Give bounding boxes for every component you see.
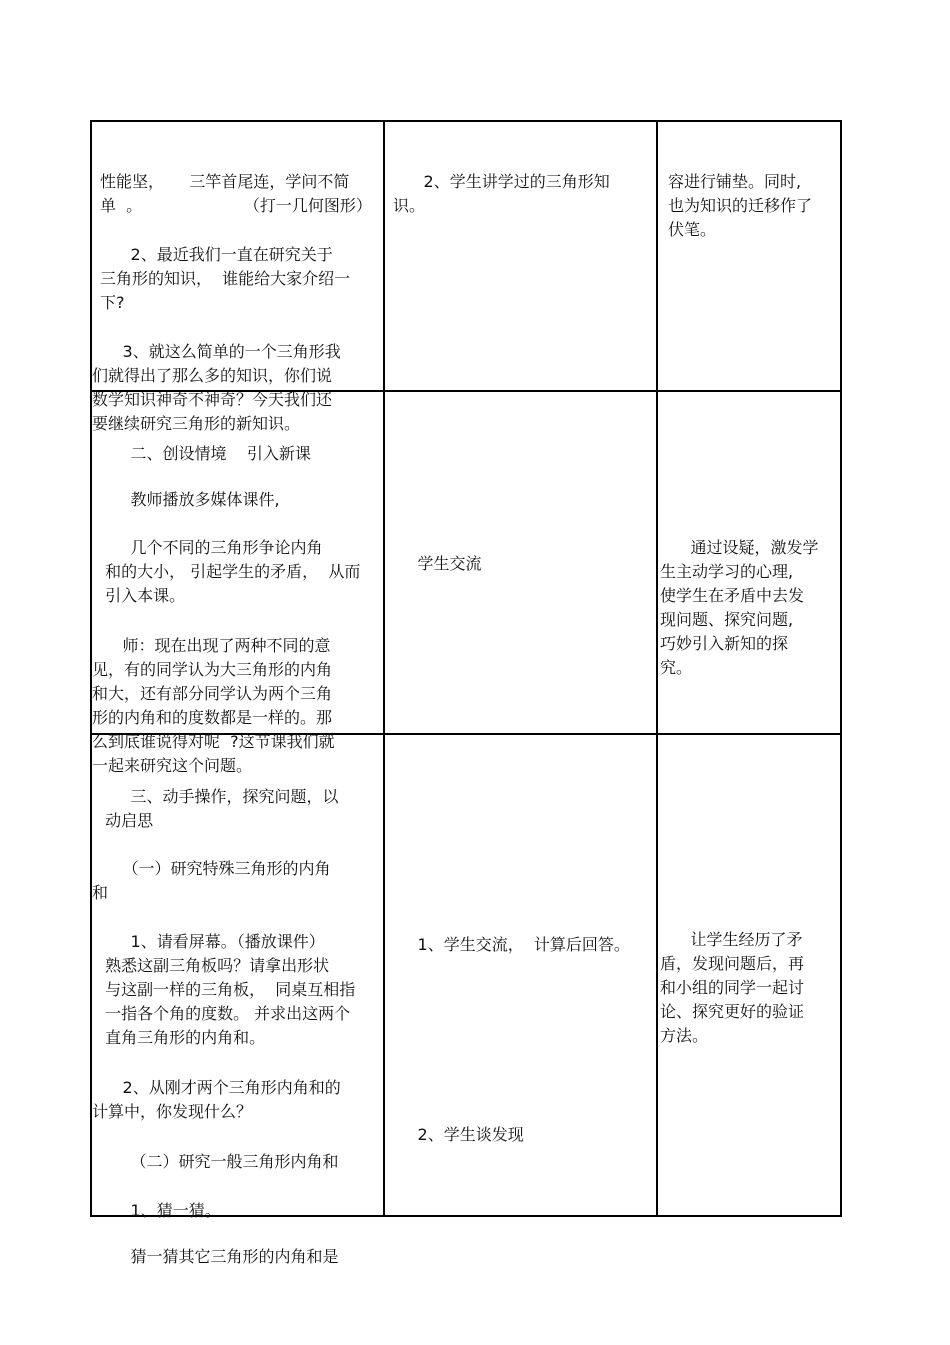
step-2: 2、从刚才两个三角形内角和的 计算中，你发现什么？	[92, 1078, 341, 1121]
sub-heading-2: （二）研究一般三角形内角和	[100, 1152, 339, 1171]
design-intent: 让学生经历了矛 盾，发现问题后，再 和小组的同学一起讨 论、探究更好的验证 方法。	[660, 930, 805, 1045]
sub-heading-1: （一）研究特殊三角形的内角 和	[92, 859, 331, 902]
lesson-plan-table	[90, 120, 842, 1266]
student-answer-1: 1、学生交流， 计算后回答。	[387, 935, 630, 954]
student-activity-cell	[384, 391, 657, 734]
section-heading: 二、创设情境 引入新课	[100, 444, 311, 463]
teacher-activity-cell	[91, 391, 384, 775]
design-intent: 容进行铺垫。同时, 也为知识的迁移作了 伏笔。	[668, 172, 813, 239]
teacher-remark: 师：现在出现了两种不同的意 见，有的同学认为大三角形的内角 和大，还有部分同学认为两个三角 形的内角和的度数都是一样的。那 么到底谁说得对呢 ?这节课我们就 一起来研究这个问题。	[92, 636, 335, 775]
table-row	[91, 121, 841, 391]
question-3: 3、就这么简单的一个三角形我 们就得出了那么多的知识，你们说 数学知识神奇不神奇？今天我们还 要继续研究三角形的新知识。	[92, 342, 341, 433]
question-2: 2、最近我们一直在研究关于 三角形的知识， 谁能给大家介绍一 下?	[100, 245, 351, 312]
teacher-activity-cell	[91, 734, 384, 1266]
design-intent-cell	[657, 121, 841, 391]
design-intent: 通过设疑，激发学 生主动学习的心理, 使学生在矛盾中去发 现问题、探究问题, 巧妙引入新知的探 究。	[660, 538, 819, 677]
guess-step: 1、猜一猜。	[100, 1201, 221, 1220]
courseware-description: 几个不同的三角形争论内角 和的大小， 引起学生的矛盾， 从而 引入本课。	[100, 538, 361, 605]
student-answer: 学生交流	[387, 554, 482, 573]
guess-prompt: 猜一猜其它三角形的内角和是	[100, 1247, 339, 1266]
step-1: 1、请看屏幕。（播放课件） 熟悉这副三角板吗？请拿出形状 与这副一样的三角板， 同桌互相指 一指各个角的度数。 并求出这两个 直角三角形的内角和。	[100, 932, 356, 1047]
design-intent-cell	[657, 391, 841, 734]
student-answer-2: 2、学生谈发现	[387, 1125, 524, 1144]
section-heading: 三、动手操作，探究问题，以 动启思	[100, 787, 339, 830]
teacher-activity-cell	[91, 121, 384, 433]
riddle-text: 性能坚， 三竿首尾连，学问不简 单 。 （打一几何图形）	[100, 172, 372, 215]
table-row	[91, 734, 841, 1216]
design-intent-cell	[657, 734, 841, 1216]
student-activity-cell	[384, 121, 657, 391]
student-activity-cell	[384, 734, 657, 1216]
table-row	[91, 391, 841, 734]
student-answer: 2、学生讲学过的三角形知 识。	[393, 172, 610, 215]
teacher-action: 教师播放多媒体课件,	[100, 490, 280, 509]
